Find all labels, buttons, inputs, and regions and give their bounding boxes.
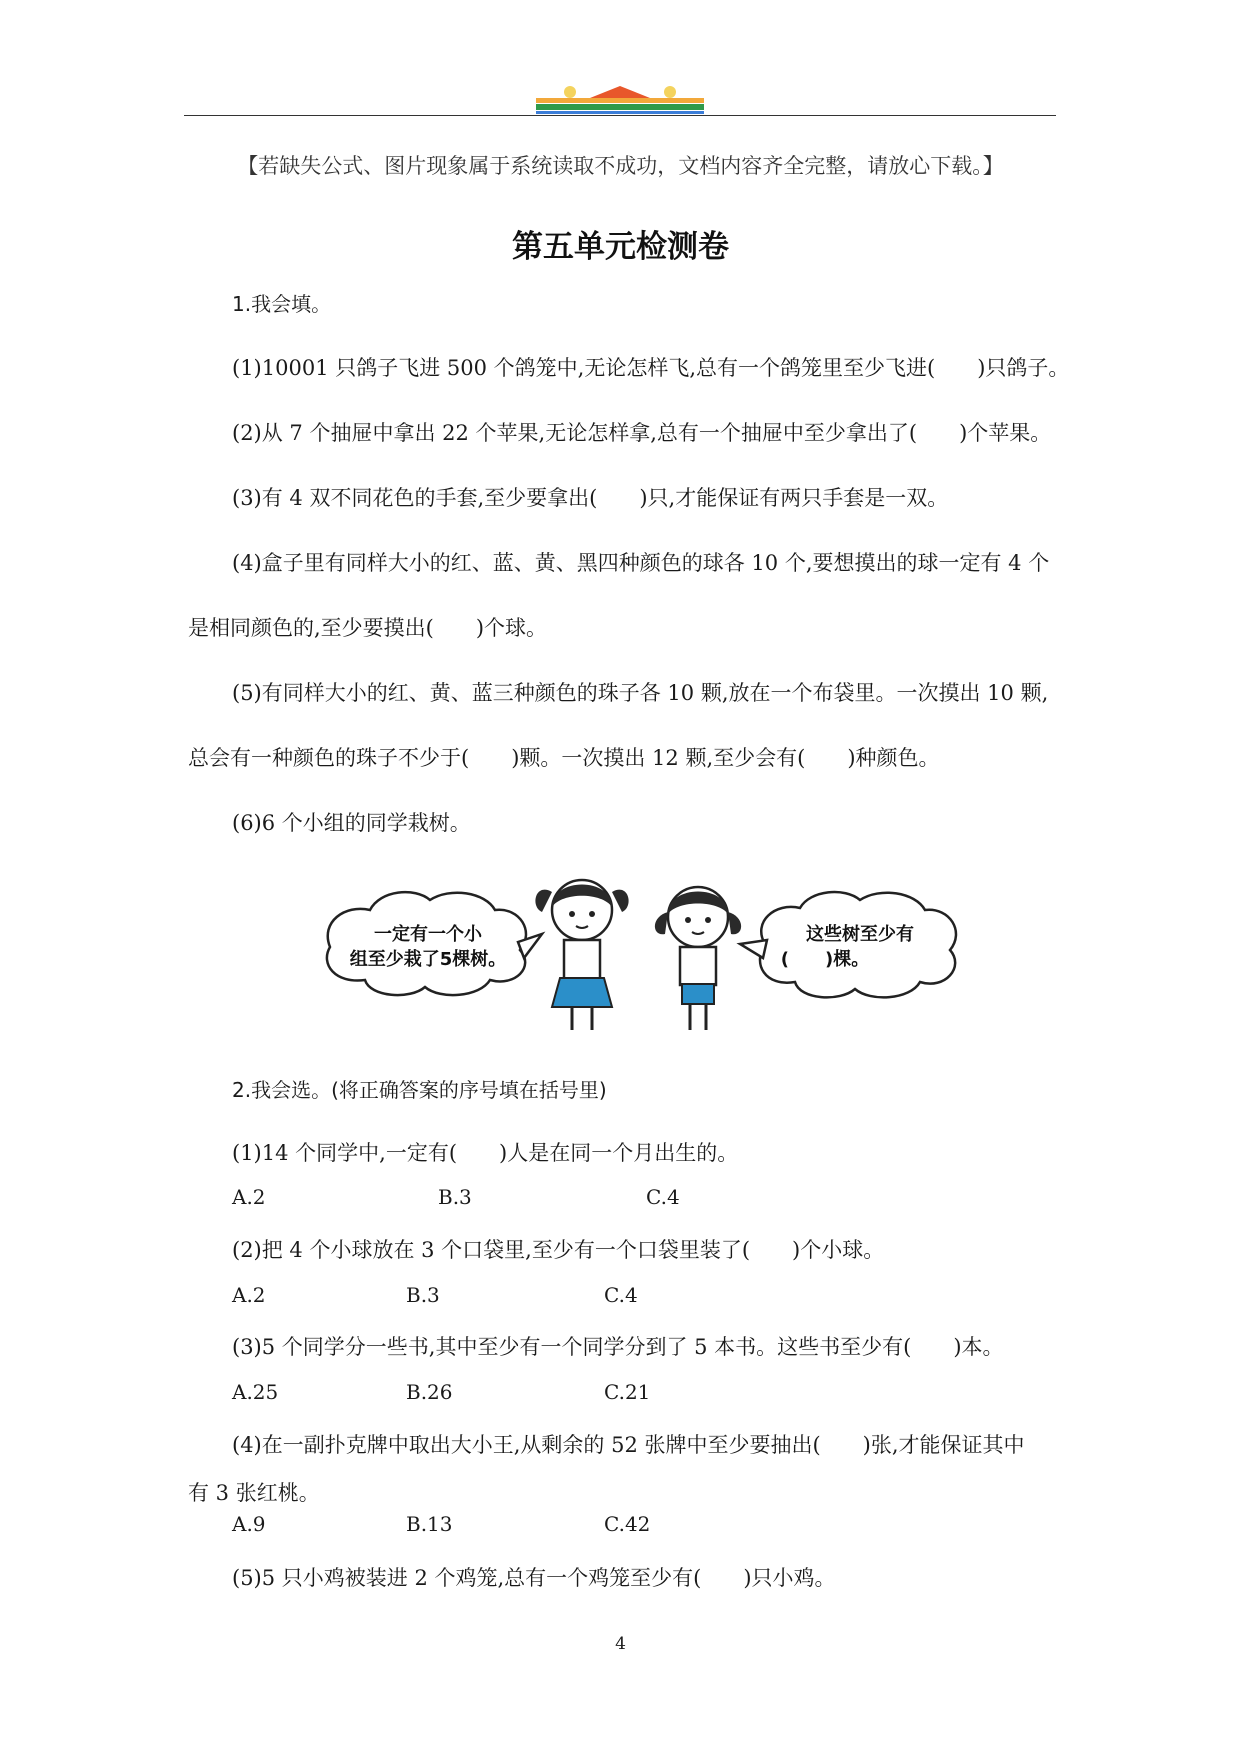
s1-question-5-line2: 总会有一种颜色的珠子不少于( )颗。一次摸出 12 颗,至少会有( )种颜色。 [188,746,940,770]
s2-q4-option-c: C.42 [604,1512,651,1536]
s1-question-2: (2)从 7 个抽屉中拿出 22 个苹果,无论怎样拿,总有一个抽屉中至少拿出了( )个苹果。 [232,421,1052,445]
left-speech-bubble [327,892,542,995]
right-bubble-line1: 这些树至少有 [806,924,914,945]
s1-question-4-line2: 是相同颜色的,至少要摸出( )个球。 [188,616,548,640]
s2-question-4-line2: 有 3 张红桃。 [188,1481,320,1505]
page-number: 4 [615,1634,626,1654]
girl-left [535,880,628,1030]
header-logo [530,82,710,116]
s2-q1-option-c: C.4 [646,1185,680,1209]
right-bubble-line2: ( )棵。 [780,949,870,970]
s2-q2-option-c: C.4 [604,1283,638,1307]
s2-q4-option-a: A.9 [232,1512,266,1536]
s2-question-5: (5)5 只小鸡被装进 2 个鸡笼,总有一个鸡笼至少有( )只小鸡。 [232,1566,836,1590]
right-speech-bubble [740,892,956,997]
s1-question-1: (1)10001 只鸽子飞进 500 个鸽笼中,无论怎样飞,总有一个鸽笼里至少飞进( )只鸽子。 [232,356,1070,380]
s2-q4-option-b: B.13 [406,1512,453,1536]
s2-q2-option-b: B.3 [406,1283,440,1307]
section1-heading: 1.我会填。 [232,292,332,316]
s2-q3-option-a: A.25 [232,1380,279,1404]
girl-right [655,887,741,1030]
s2-q1-option-b: B.3 [438,1185,472,1209]
section2-heading: 2.我会选。(将正确答案的序号填在括号里) [232,1078,607,1102]
s2-q3-option-b: B.26 [406,1380,453,1404]
s2-q3-option-c: C.21 [604,1380,651,1404]
s1-question-5-line1: (5)有同样大小的红、黄、蓝三种颜色的珠子各 10 颗,放在一个布袋里。一次摸出 10 颗, [232,681,1049,705]
s2-q2-option-a: A.2 [232,1283,266,1307]
left-bubble-line1: 一定有一个小 [374,924,482,945]
left-bubble-line2: 组至少栽了5棵树。 [349,949,507,970]
s2-question-4-line1: (4)在一副扑克牌中取出大小王,从剩余的 52 张牌中至少要抽出( )张,才能保证其中 [232,1433,1025,1457]
s1-question-3: (3)有 4 双不同花色的手套,至少要拿出( )只,才能保证有两只手套是一双。 [232,486,949,510]
page-title: 第五单元检测卷 [512,229,729,265]
s2-question-3: (3)5 个同学分一些书,其中至少有一个同学分到了 5 本书。这些书至少有( )本。 [232,1335,1004,1359]
s2-question-2: (2)把 4 个小球放在 3 个口袋里,至少有一个口袋里装了( )个小球。 [232,1238,885,1262]
s2-question-1: (1)14 个同学中,一定有( )人是在同一个月出生的。 [232,1141,739,1165]
s1-question-4-line1: (4)盒子里有同样大小的红、蓝、黄、黑四种颜色的球各 10 个,要想摸出的球一定有 4 个 [232,551,1050,575]
s2-q1-option-a: A.2 [232,1185,266,1209]
illustration-two-girls [320,862,970,1037]
download-notice: 【若缺失公式、图片现象属于系统读取不成功，文档内容齐全完整，请放心下载。】 [237,154,1004,178]
s1-question-6: (6)6 个小组的同学栽树。 [232,811,471,835]
header-rule [184,115,1056,116]
